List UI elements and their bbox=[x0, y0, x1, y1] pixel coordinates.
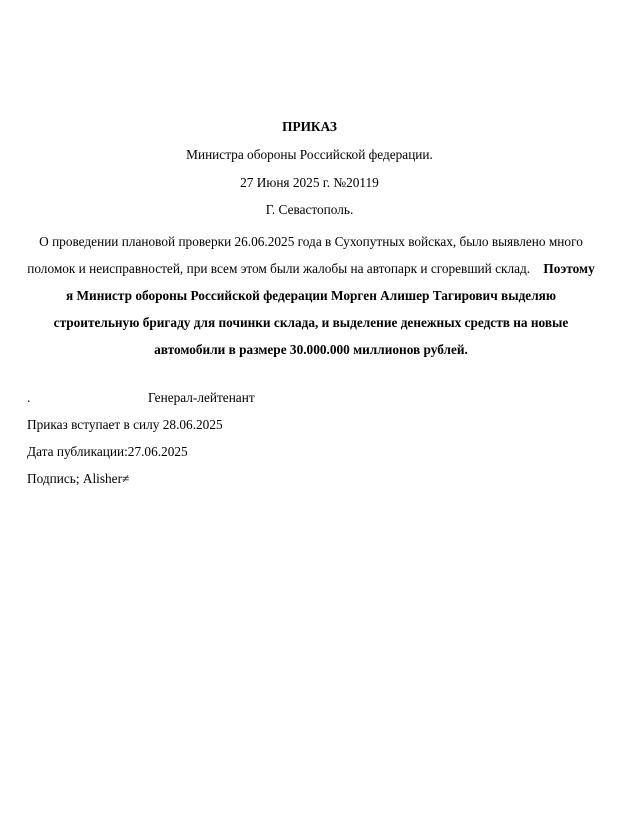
document-city: Г. Севастополь. bbox=[265, 202, 354, 217]
body-regular-text: О проведении плановой проверки 26.06.2025 года в Сухопутных войсках, было выявлено много поломок и неисправностей, при всем этом были жалобы на автопарк и сгоревший склад. bbox=[27, 234, 583, 276]
body-bold-text: Поэтому я Министр обороны Российской федерации Морген Алишер Тагирович выделяю строительную бригаду для починки склада, и выделение денежных средств на новые автомобили в размере 30.000.000 миллионов рублей. bbox=[53, 261, 595, 357]
publication-date: Дата публикации:27.06.2025 bbox=[27, 444, 188, 459]
document-date-number: 27 Июня 2025 г. №20119 bbox=[240, 175, 379, 190]
effective-date: Приказ вступает в силу 28.06.2025 bbox=[27, 417, 223, 432]
document-title: ПРИКАЗ bbox=[282, 119, 337, 134]
signature: Подпись; Alisher≠ bbox=[27, 471, 130, 486]
rank-prefix: . bbox=[27, 390, 31, 405]
body-paragraph bbox=[27, 228, 595, 363]
rank-line bbox=[27, 390, 255, 406]
document-subtitle: Министра обороны Российской федерации. bbox=[186, 147, 433, 162]
rank-text: Генерал-лейтенант bbox=[148, 390, 255, 405]
